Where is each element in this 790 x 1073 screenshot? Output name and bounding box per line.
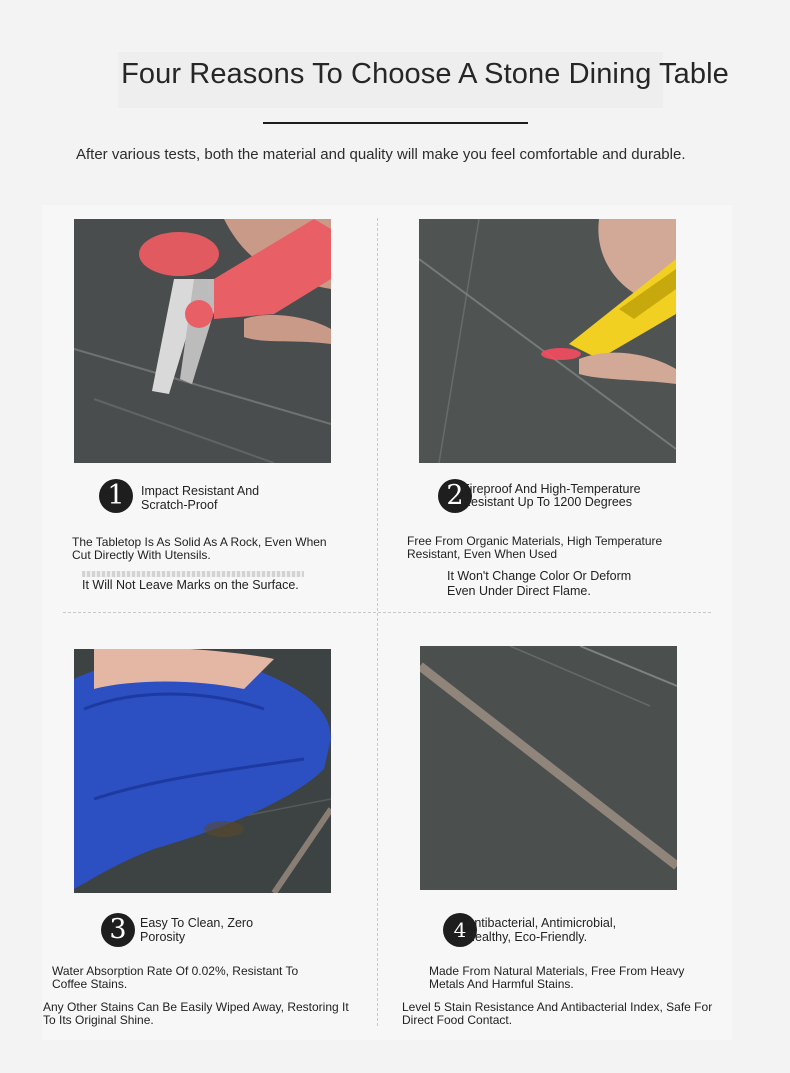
feature-2-desc-line2: Resistant, Even When Used [407,547,558,561]
feature-1-heading-line2: Scratch-Proof [141,498,218,512]
horizontal-divider [63,612,711,613]
page-subtitle: After various tests, both the material and quality will make you feel comfortable and durable. [76,146,686,163]
feature-3-heading-line2: Porosity [140,930,186,944]
feature-3-note-line1: Any Other Stains Can Be Easily Wiped Away, Restoring It [43,1000,349,1014]
feature-4-desc-line1: Made From Natural Materials, Free From Heavy [429,964,685,978]
feature-4-desc-line2: Metals And Harmful Stains. [429,977,574,991]
feature-3-note-line2: To Its Original Shine. [43,1013,154,1027]
feature-3-desc-line2: Coffee Stains. [52,977,128,991]
feature-2-note-line2: Even Under Direct Flame. [447,584,591,598]
badge-number-1: 1 [99,479,133,513]
feature-2-note-line1: It Won't Change Color Or Deform [447,569,632,583]
feature-2-heading-line1: Fireproof And High-Temperature [462,482,641,496]
feature-4-note-line2: Direct Food Contact. [402,1013,513,1027]
feature-1-heading-line1: Impact Resistant And [141,484,260,498]
blurred-text-strip [82,571,304,577]
feature-1-desc-line2: Cut Directly With Utensils. [72,548,211,562]
cloth-wiping-stone-icon [74,649,331,893]
feature-1-note-line1: It Will Not Leave Marks on the Surface. [82,578,299,592]
feature-4-heading-line2: Healthy, Eco-Friendly. [466,930,588,944]
page-title: Four Reasons To Choose A Stone Dining Table [121,58,729,90]
feature-3-heading-line1: Easy To Clean, Zero [140,916,254,930]
feature-2-heading-line2: Resistant Up To 1200 Degrees [462,495,633,509]
scissors-cutting-stone-icon [74,219,331,463]
feature-3-desc-line1: Water Absorption Rate Of 0.02%, Resistant To [52,964,299,978]
feature-1-desc-line1: The Tabletop Is As Solid As A Rock, Even When [72,535,327,549]
badge-number-3: 3 [101,913,135,947]
vertical-divider [377,218,378,1026]
feature-4-note-line1: Level 5 Stain Resistance And Antibacterial Index, Safe For [402,1000,713,1014]
stone-surface-closeup-icon [420,646,677,890]
feature-2-desc-line1: Free From Organic Materials, High Temperature [407,534,663,548]
lighter-flame-on-stone-icon [419,219,676,463]
badge-number-2: 2 [438,479,472,513]
badge-number-4: 4 [443,913,477,947]
title-underline [263,122,528,124]
feature-4-heading-line1: Antibacterial, Antimicrobial, [466,916,617,930]
